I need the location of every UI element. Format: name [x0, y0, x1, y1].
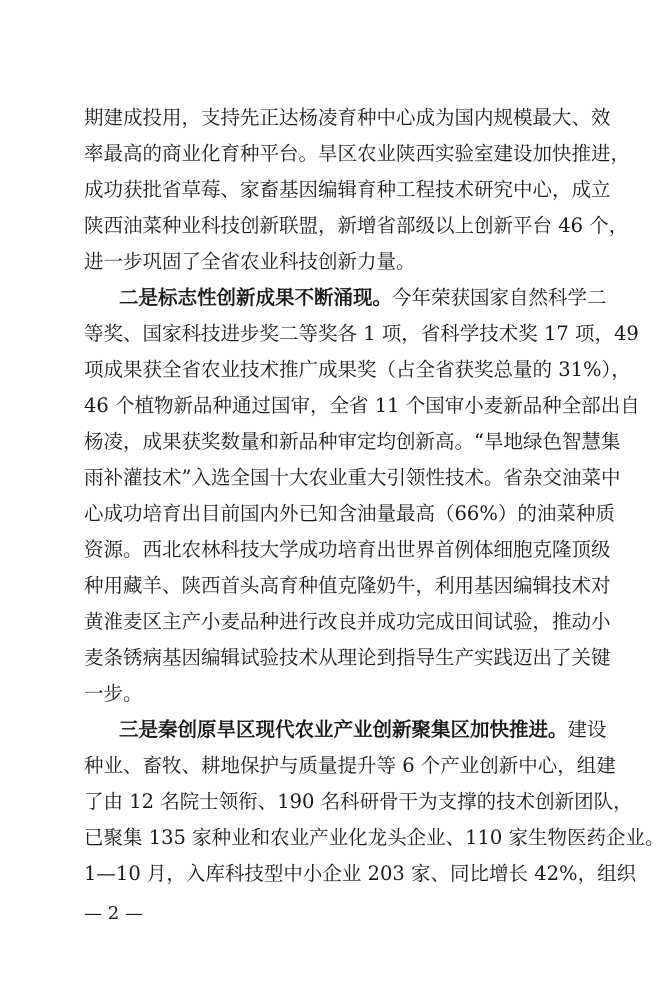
text-line: 等奖、国家科技进步奖二等奖各 1 项，省科学技术奖 17 项，49 — [84, 322, 639, 345]
text-line: 1—10 月，入库科技型中小企业 203 家、同比增长 42%，组织 — [84, 862, 637, 885]
text-line: 杨凌，成果获奖数量和新品种审定均创新高。“旱地绿色智慧集 — [84, 430, 621, 453]
page-number: — 2 — — [84, 903, 143, 924]
text-line: 陕西油菜种业科技创新联盟，新增省部级以上创新平台 46 个， — [84, 214, 629, 237]
text-line: 成功获批省草莓、家畜基因编辑育种工程技术研究中心，成立 — [84, 178, 611, 201]
text-line: 已聚集 135 家种业和农业产业化龙头企业、110 家生物医药企业。 — [84, 826, 665, 849]
paragraph-2-first-line-text: 今年荣获国家自然科学二 — [392, 286, 607, 309]
paragraph-2-heading: 二是标志性创新成果不断涌现。 — [119, 286, 393, 309]
text-line: 种用藏羊、陕西首头高育种值克隆奶牛，利用基因编辑技术对 — [84, 574, 611, 597]
text-line: 资源。西北农林科技大学成功培育出世界首例体细胞克隆顶级 — [84, 538, 611, 561]
text-line: 麦条锈病基因编辑试验技术从理论到指导生产实践迈出了关键 — [84, 646, 611, 669]
text-line: 雨补灌技术”入选全国十大农业重大引领性技术。省杂交油菜中 — [84, 466, 621, 489]
text-line: 进一步巩固了全省农业科技创新力量。 — [84, 250, 416, 273]
paragraph-3-first-line-text: 建设 — [567, 718, 607, 741]
text-line: 黄淮麦区主产小麦品种进行改良并成功完成田间试验，推动小 — [84, 610, 611, 633]
text-line: 项成果获全省农业技术推广成果奖（占全省获奖总量的 31%）， — [84, 358, 631, 381]
text-line: 了由 12 名院士领衔、190 名科研骨干为支撑的技术创新团队， — [84, 790, 633, 813]
text-line: 心成功培育出目前国内外已知含油量最高（66%）的油菜种质 — [84, 502, 615, 525]
text-line: 一步。 — [84, 682, 143, 705]
paragraph-3-first-line — [119, 713, 607, 747]
text-line: 期建成投用，支持先正达杨凌育种中心成为国内规模最大、效 — [84, 106, 611, 129]
text-line: 46 个植物新品种通过国审，全省 11 个国审小麦新品种全部出自 — [84, 394, 640, 417]
text-line: 率最高的商业化育种平台。旱区农业陕西实验室建设加快推进， — [84, 142, 631, 165]
text-line: 种业、畜牧、耕地保护与质量提升等 6 个产业创新中心，组建 — [84, 754, 616, 777]
paragraph-2-first-line — [119, 281, 607, 315]
paragraph-3-heading: 三是秦创原旱区现代农业产业创新聚集区加快推进。 — [119, 718, 568, 741]
